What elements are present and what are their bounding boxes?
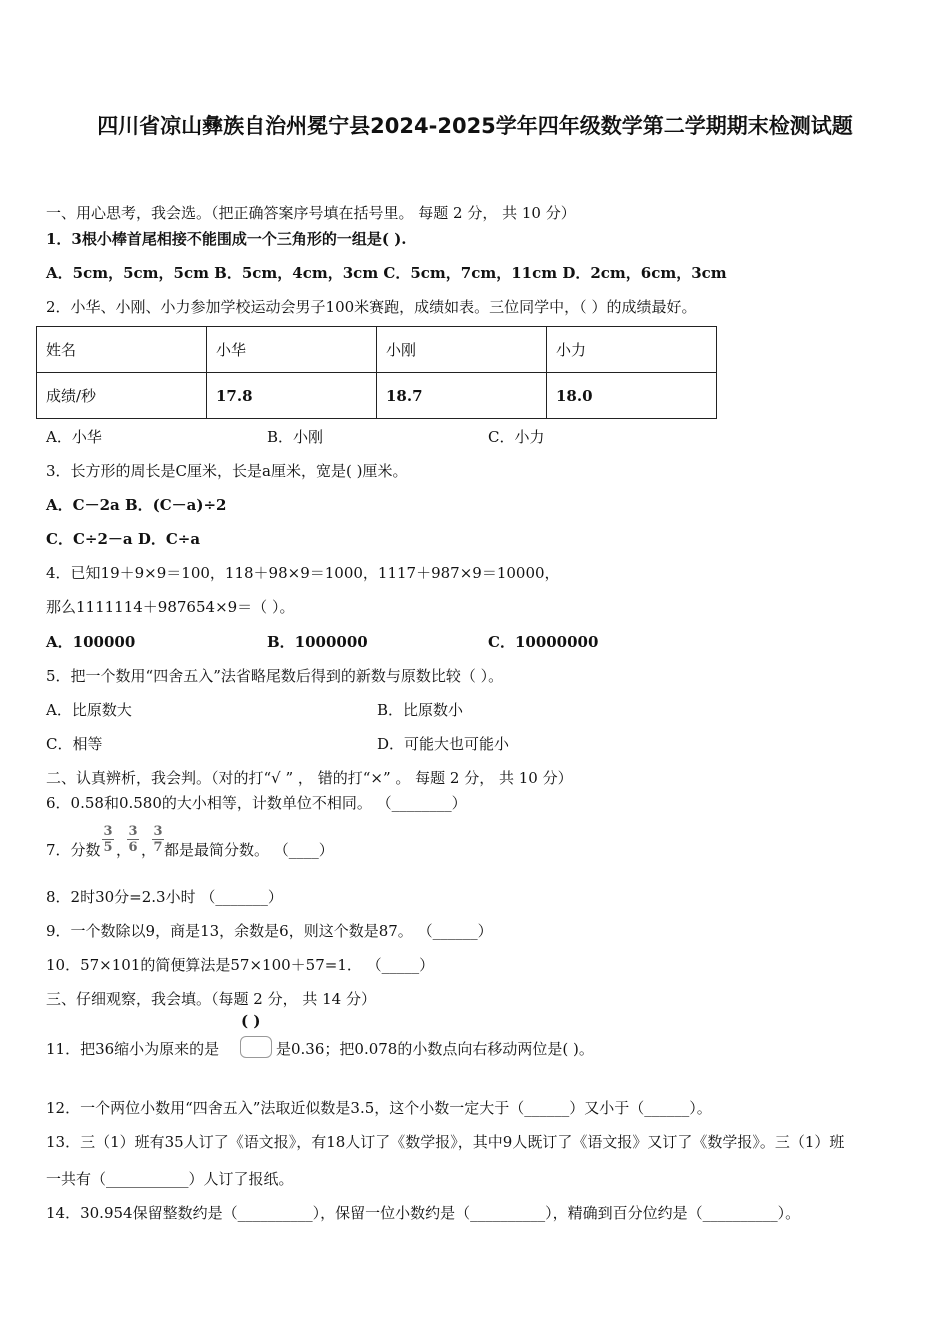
table-cell: 成绩/秒 bbox=[37, 373, 207, 419]
q1-options: A．5cm，5cm，5cm B．5cm，4cm，3cm C．5cm，7cm，11cm D．2cm，6cm，3cm bbox=[46, 264, 727, 282]
q7-prefix: 7．分数 bbox=[46, 841, 101, 859]
score-table bbox=[36, 326, 717, 419]
denominator: 6 bbox=[128, 840, 138, 855]
q7-sep: ， bbox=[116, 841, 132, 859]
section3-heading: 三、仔细观察，我会填。（每题 2 分， 共 14 分） bbox=[46, 990, 376, 1008]
q13-line1: 13．三（1）班有35人订了《语文报》，有18人订了《数学报》，其中9人既订了《语文报》又订了《数学报》。三（1）班 bbox=[46, 1133, 845, 1151]
numerator: 3 bbox=[103, 824, 113, 839]
fraction-3-5 bbox=[102, 824, 114, 855]
q13-line2: 一共有（___________）人订了报纸。 bbox=[46, 1170, 294, 1188]
denominator: 7 bbox=[153, 840, 163, 855]
table-cell: 18.0 bbox=[547, 373, 717, 419]
q8: 8．2时30分=2.3小时 （_______） bbox=[46, 888, 283, 906]
q2-stem: 2．小华、小刚、小力参加学校运动会男子100米赛跑，成绩如表。三位同学中，（ ）的成绩最好。 bbox=[46, 298, 697, 316]
section2-heading: 二、认真辨析，我会判。（对的打“√ ” ， 错的打“×” 。 每题 2 分， 共 10 分） bbox=[46, 769, 573, 787]
q2-option-a: A．小华 bbox=[46, 428, 102, 446]
q4-stem-2: 那么1111114＋987654×9＝（ ）。 bbox=[46, 598, 295, 616]
table-cell: 姓名 bbox=[37, 327, 207, 373]
q5-option-c: C．相等 bbox=[46, 735, 103, 753]
fraction-3-6 bbox=[127, 824, 139, 855]
q10: 10．57×101的简便算法是57×100＋57=1． （_____） bbox=[46, 956, 435, 974]
q14: 14．30.954保留整数约是（__________），保留一位小数约是（__________），精确到百分位约是（__________）。 bbox=[46, 1204, 801, 1222]
q7-suffix: 都是最简分数。 （____） bbox=[164, 841, 334, 859]
q3-options-1: A．C－2a B．(C－a)÷2 bbox=[46, 496, 227, 514]
table-row bbox=[37, 373, 717, 419]
q4-option-a: A．100000 bbox=[46, 633, 136, 651]
q4-option-c: C．10000000 bbox=[488, 633, 599, 651]
fraction-3-7 bbox=[152, 824, 164, 855]
numerator: 3 bbox=[128, 824, 138, 839]
q1-stem: 1．3根小棒首尾相接不能围成一个三角形的一组是( ). bbox=[46, 230, 407, 248]
q4-option-b: B．1000000 bbox=[267, 633, 368, 651]
table-cell: 小力 bbox=[547, 327, 717, 373]
q2-option-b: B．小刚 bbox=[267, 428, 324, 446]
q3-stem: 3．长方形的周长是C厘米，长是a厘米，宽是( )厘米。 bbox=[46, 462, 408, 480]
numerator: 3 bbox=[153, 824, 163, 839]
q7-sep: ， bbox=[141, 841, 157, 859]
table-cell: 小华 bbox=[207, 327, 377, 373]
q2-option-c: C．小力 bbox=[488, 428, 545, 446]
q5-option-b: B．比原数小 bbox=[377, 701, 464, 719]
q6: 6．0.58和0.580的大小相等，计数单位不相同。 （________） bbox=[46, 794, 467, 812]
section1-heading: 一、用心思考，我会选。（把正确答案序号填在括号里。 每题 2 分， 共 10 分） bbox=[46, 204, 576, 222]
q4-stem-1: 4．已知19＋9×9＝100，118＋98×9＝1000，1117＋987×9＝10000， bbox=[46, 564, 560, 582]
table-cell: 小刚 bbox=[377, 327, 547, 373]
page-title: 四川省凉山彝族自治州冕宁县2024-2025学年四年级数学第二学期期末检测试题 bbox=[97, 114, 853, 138]
q11-blank-above: ( ) bbox=[241, 1012, 261, 1030]
q11-answer-box bbox=[240, 1036, 272, 1058]
table-cell: 18.7 bbox=[377, 373, 547, 419]
q5-stem: 5．把一个数用“四舍五入”法省略尾数后得到的新数与原数比较（ ）。 bbox=[46, 667, 504, 685]
q3-options-2: C．C÷2－a D．C÷a bbox=[46, 530, 201, 548]
q5-option-d: D．可能大也可能小 bbox=[377, 735, 510, 753]
q11-prefix: 11．把36缩小为原来的是 bbox=[46, 1040, 220, 1058]
denominator: 5 bbox=[103, 840, 113, 855]
table-header-row bbox=[37, 327, 717, 373]
q11-middle: 是0.36；把0.078的小数点向右移动两位是( )。 bbox=[276, 1040, 594, 1058]
q9: 9．一个数除以9，商是13，余数是6，则这个数是87。 （______） bbox=[46, 922, 493, 940]
q12: 12．一个两位小数用“四舍五入”法取近似数是3.5，这个小数一定大于（______）又小于（______）。 bbox=[46, 1099, 712, 1117]
q5-option-a: A．比原数大 bbox=[46, 701, 132, 719]
table-cell: 17.8 bbox=[207, 373, 377, 419]
